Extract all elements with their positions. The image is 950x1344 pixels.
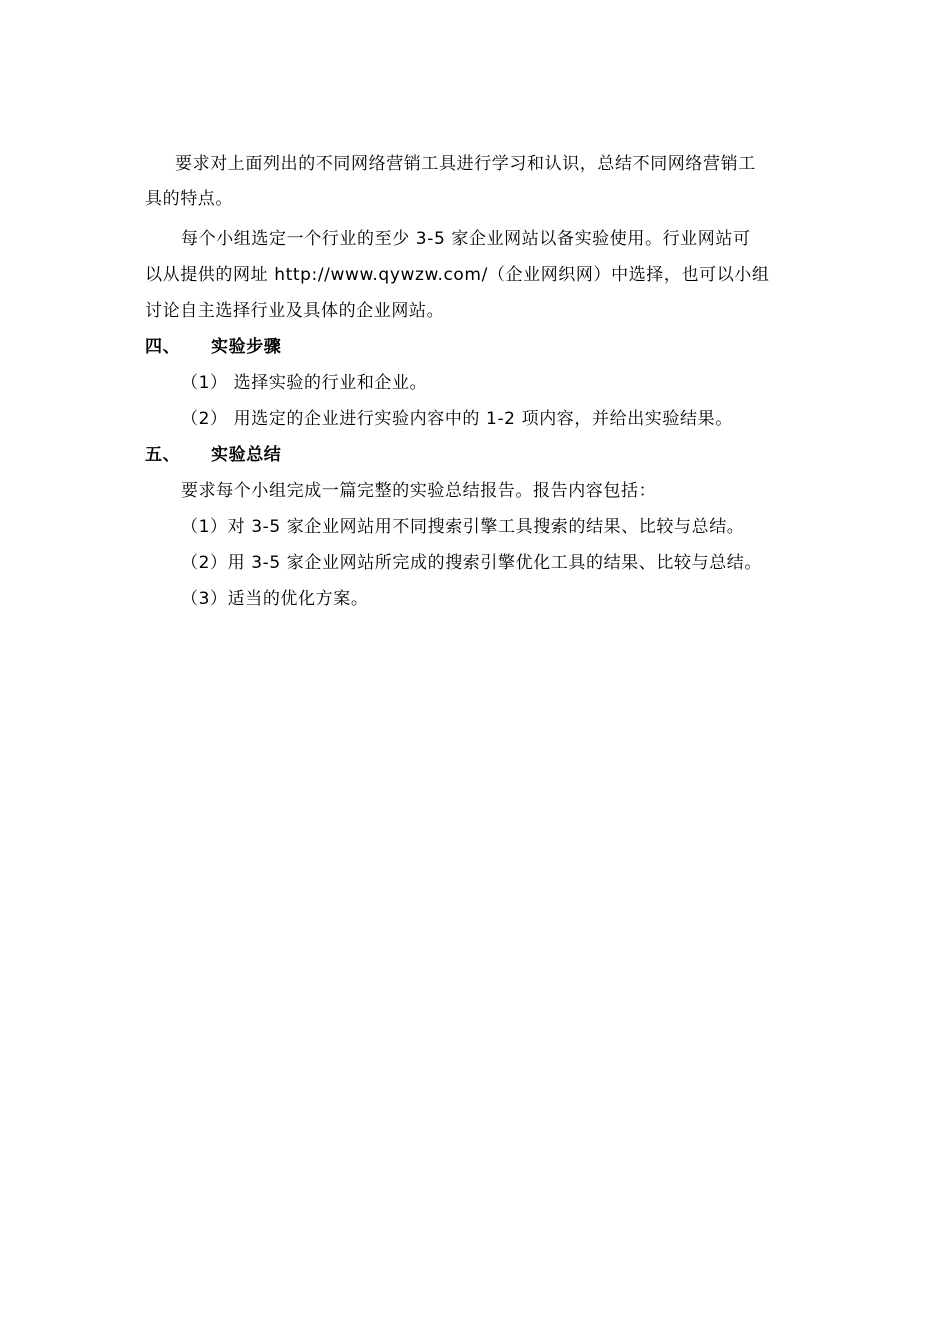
section-heading-5 <box>145 443 281 467</box>
paragraph-line: 要求对上面列出的不同网络营销工具进行学习和认识，总结不同网络营销工 <box>175 154 756 174</box>
step-item: （2） 用选定的企业进行实验内容中的 1-2 项内容，并给出实验结果。 <box>181 409 733 429</box>
summary-item: （3）适当的优化方案。 <box>181 589 369 609</box>
paragraph-line: 具的特点。 <box>145 189 233 209</box>
summary-item: （1）对 3-5 家企业网站用不同搜索引擎工具搜索的结果、比较与总结。 <box>181 517 745 537</box>
section-heading-4 <box>145 335 281 359</box>
paragraph-line: 每个小组选定一个行业的至少 3-5 家企业网站以备实验使用。行业网站可 <box>181 229 751 249</box>
section-title: 实验总结 <box>211 445 282 465</box>
summary-item: （2）用 3-5 家企业网站所完成的搜索引擎优化工具的结果、比较与总结。 <box>181 553 762 573</box>
section-title: 实验步骤 <box>211 337 282 357</box>
section-number: 四、 <box>145 337 181 357</box>
section-number: 五、 <box>145 445 181 465</box>
paragraph-line: 以从提供的网址 http://www.qywzw.com/（企业网织网）中选择，也可以小组 <box>145 265 770 285</box>
step-item: （1） 选择实验的行业和企业。 <box>181 373 428 393</box>
summary-intro: 要求每个小组完成一篇完整的实验总结报告。报告内容包括： <box>181 481 657 501</box>
paragraph-line: 讨论自主选择行业及具体的企业网站。 <box>145 301 445 321</box>
